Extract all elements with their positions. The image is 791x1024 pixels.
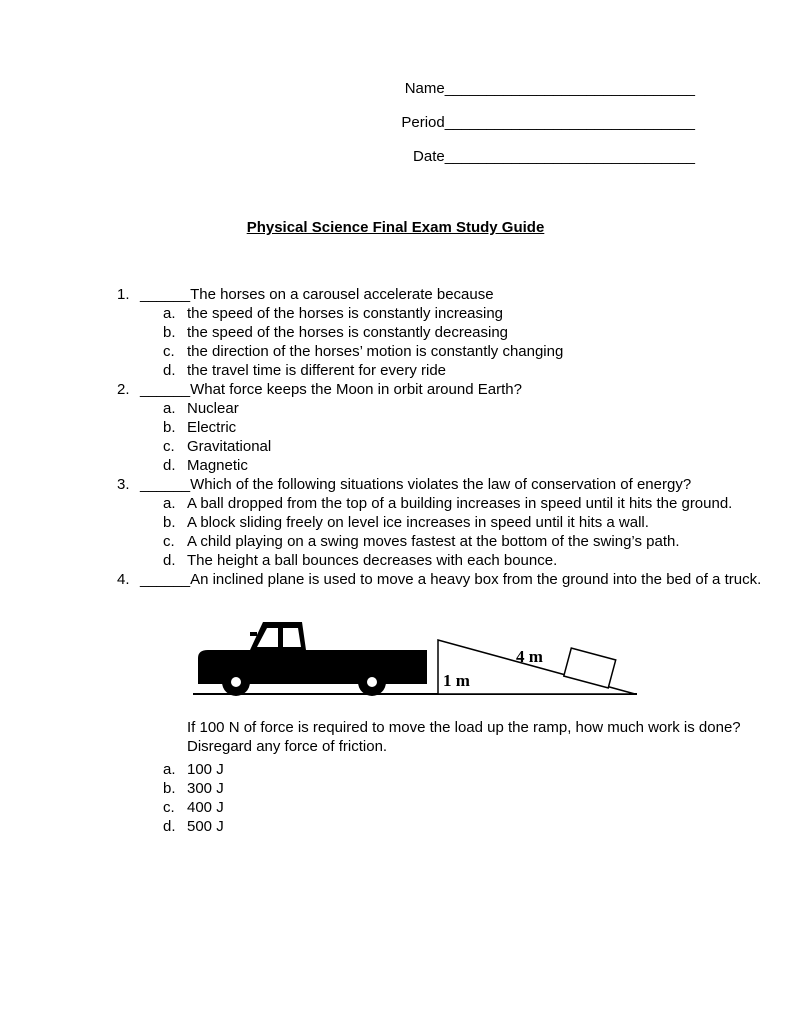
choice: [0, 798, 791, 817]
choice: [0, 817, 791, 836]
date-field: [0, 140, 695, 174]
question-list: [0, 285, 791, 836]
period-label: Period: [401, 114, 445, 131]
question-text: What force keeps the Moon in orbit around Earth?: [190, 381, 522, 398]
inclined-plane-figure: [190, 602, 642, 704]
choice: [0, 399, 791, 418]
choice-text: Electric: [187, 419, 237, 436]
choice-letter: b.: [163, 419, 176, 436]
choice: [0, 513, 791, 532]
question-number: 1.: [117, 286, 130, 303]
question-text: Which of the following situations violates the law of conservation of energy?: [190, 476, 692, 493]
choice: [0, 760, 791, 779]
choice-letter: a.: [163, 305, 176, 322]
choice-text: The height a ball bounces decreases with each bounce.: [187, 552, 558, 569]
choice-text: A child playing on a swing moves fastest at the bottom of the swing’s path.: [187, 533, 680, 550]
choice-letter: b.: [163, 514, 176, 531]
choice: [0, 304, 791, 323]
prompt-line-2: Disregard any force of friction.: [187, 738, 388, 755]
choice-text: A ball dropped from the top of a building increases in speed until it hits the ground.: [187, 495, 733, 512]
choice: [0, 323, 791, 342]
choice-text: the speed of the horses is constantly decreasing: [187, 324, 509, 341]
choice-text: Nuclear: [187, 400, 239, 417]
choice: [0, 437, 791, 456]
question-2: [0, 380, 791, 475]
answer-blank: ______: [140, 286, 191, 303]
answer-blank: ______: [140, 381, 191, 398]
choice-letter: a.: [163, 495, 176, 512]
truck-ramp-illustration: [190, 602, 640, 702]
choice-text: A block sliding freely on level ice increases in speed until it hits a wall.: [187, 514, 649, 531]
choice-letter: d.: [163, 362, 176, 379]
question-line: [0, 380, 791, 399]
choice-letter: c.: [163, 799, 175, 816]
question-prompt: [0, 718, 791, 756]
answer-blank: ______: [140, 571, 191, 588]
question-line: [0, 570, 791, 589]
truck-illustration: [198, 622, 427, 696]
choice-text: 300 J: [187, 780, 224, 797]
question-4: [0, 570, 791, 836]
choice-text: the speed of the horses is constantly increasing: [187, 305, 504, 322]
choice: [0, 494, 791, 513]
answer-blank: ______: [140, 476, 191, 493]
choice-letter: d.: [163, 457, 176, 474]
choice: [0, 342, 791, 361]
period-blank-line: ______________________________: [444, 114, 695, 131]
choice-letter: d.: [163, 552, 176, 569]
question-3: [0, 475, 791, 570]
choice-letter: b.: [163, 324, 176, 341]
choice-text: the travel time is different for every ride: [187, 362, 446, 379]
page-title: Physical Science Final Exam Study Guide: [246, 219, 545, 236]
choice: [0, 418, 791, 437]
date-blank-line: ______________________________: [444, 148, 695, 165]
name-field: [0, 72, 695, 106]
question-line: [0, 475, 791, 494]
date-label: Date: [413, 148, 445, 165]
ramp-height-label: 1 m: [443, 671, 470, 690]
header-fields: [0, 0, 791, 174]
question-number: 2.: [117, 381, 130, 398]
question-number: 3.: [117, 476, 130, 493]
question-number: 4.: [117, 571, 130, 588]
choice: [0, 551, 791, 570]
choice-letter: a.: [163, 761, 176, 778]
choice: [0, 361, 791, 380]
choice: [0, 779, 791, 798]
ramp-length-label: 4 m: [516, 647, 543, 666]
choice-letter: c.: [163, 533, 175, 550]
choice-text: Magnetic: [187, 457, 248, 474]
choice-letter: d.: [163, 818, 176, 835]
question-text: The horses on a carousel accelerate because: [190, 286, 494, 303]
choice-text: 400 J: [187, 799, 224, 816]
question-4-choices: [0, 760, 791, 836]
prompt-line-1: If 100 N of force is required to move the load up the ramp, how much work is done?: [187, 719, 741, 736]
choice-letter: c.: [163, 343, 175, 360]
choice-letter: b.: [163, 780, 176, 797]
choice-text: the direction of the horses’ motion is constantly changing: [187, 343, 564, 360]
choice: [0, 532, 791, 551]
choice: [0, 456, 791, 475]
name-blank-line: ______________________________: [444, 80, 695, 97]
choice-letter: c.: [163, 438, 175, 455]
period-field: [0, 106, 695, 140]
choice-text: 500 J: [187, 818, 224, 835]
choice-text: Gravitational: [187, 438, 272, 455]
choice-text: 100 J: [187, 761, 224, 778]
question-text: An inclined plane is used to move a heavy box from the ground into the bed of a truck.: [190, 571, 762, 588]
question-line: [0, 285, 791, 304]
question-1: [0, 285, 791, 380]
choice-letter: a.: [163, 400, 176, 417]
name-label: Name: [404, 80, 445, 97]
